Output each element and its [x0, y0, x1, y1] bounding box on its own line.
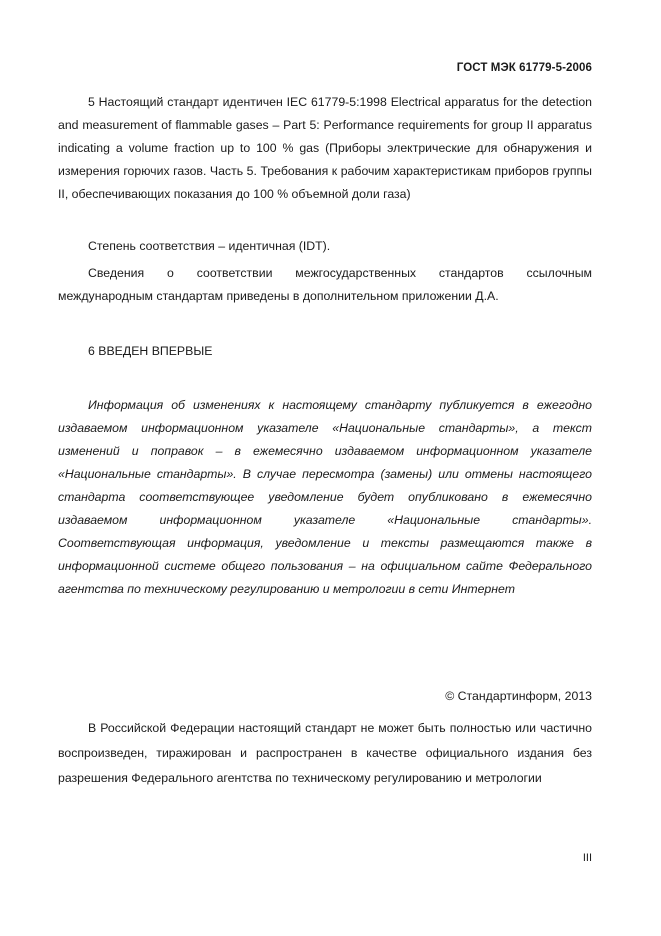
paragraph-degree-section: [58, 235, 592, 258]
paragraph-reference-info-section: [58, 262, 592, 308]
reproduction-restriction-section: [58, 716, 592, 791]
paragraph-6-section: [58, 340, 592, 363]
paragraph-5-identity: 5 Настоящий стандарт идентичен IEC 61779-5:1998 Electrical apparatus for the detection and measurement of flammable gases – Part 5: Performance requirements for group II apparatus indicating a volume fraction up to 100 % gas (Приборы электрические для обнаружения и измерения горючих газов. Часть 5. Требования к рабочим характеристикам приборов группы II, обеспечивающих показания до 100 % объемной доли газа): [58, 95, 592, 201]
amendments-notice-text: Информация об изменениях к настоящему стандарту публикуется в ежегодно издаваемом информационном указателе «Национальные стандарты», а текст изменений и поправок – в ежемесячно издаваемом информационном указателе «Национальные стандарты». В случае пересмотра (замены) или отмены настоящего стандарта соответствующее уведомление будет опубликовано в ежемесячно издаваемом информационном указателе «Национальные стандарты». Соответствующая информация, уведомление и тексты размещаются также в информационной системе общего пользования – на официальном сайте Федерального агентства по техническому регулированию и метрологии в сети Интернет: [58, 398, 592, 596]
paragraph-5-section: [58, 91, 592, 206]
paragraph-reference-standards-info: Сведения о соответствии межгосударственных стандартов ссылочным международным стандартам приведены в дополнительном приложении Д.А.: [58, 266, 592, 303]
document-standard-number: ГОСТ МЭК 61779-5-2006: [456, 62, 592, 74]
paragraph-6-introduced-first: 6 ВВЕДЕН ВПЕРВЫЕ: [88, 344, 213, 358]
amendments-notice-section: [58, 394, 592, 601]
copyright-notice: © Стандартинформ, 2013: [445, 689, 592, 703]
page-number: III: [582, 852, 592, 864]
paragraph-degree-of-conformity: Степень соответствия – идентичная (IDT).: [88, 239, 331, 253]
reproduction-restriction-text: В Российской Федерации настоящий стандарт не может быть полностью или частично воспроизведен, тиражирован и распространен в качестве официального издания без разрешения Федерального агентства по техническому регулированию и метрологии: [58, 721, 592, 785]
